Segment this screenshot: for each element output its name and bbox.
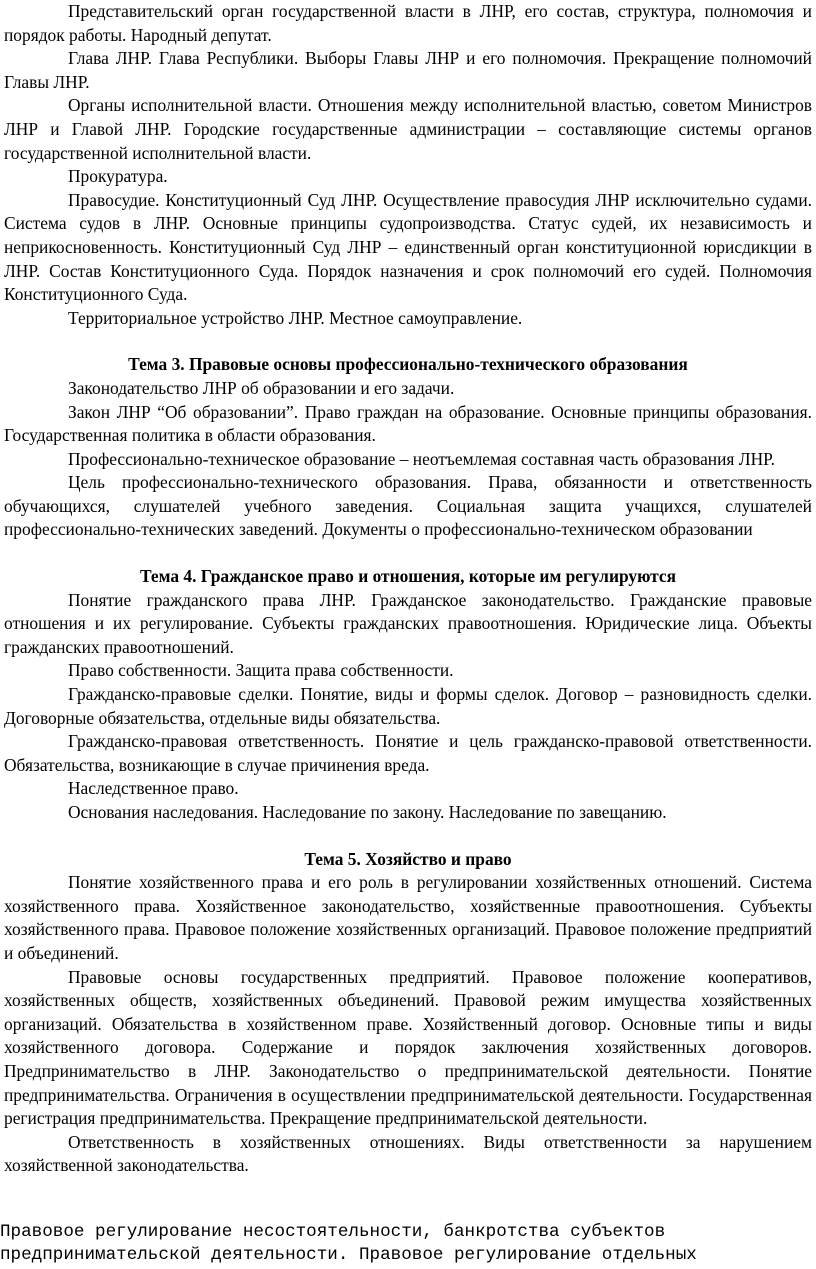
monospace-line: предпринимательской деятельности. Правовое регулирование отдельных bbox=[0, 1245, 697, 1265]
theme-3-heading: Тема 3. Правовые основы профессионально-технического образования bbox=[128, 354, 688, 375]
paragraph: Закон ЛНР “Об образовании”. Право граждан на образование. Основные принципы образования. Государственная политика в области образования. bbox=[4, 401, 812, 446]
paragraph: Глава ЛНР. Глава Республики. Выборы Главы ЛНР и его полномочия. Прекращение полномочий Главы ЛНР. bbox=[4, 48, 812, 92]
paragraph: Право собственности. Защита права собственности. bbox=[68, 660, 454, 681]
paragraph: Прокуратура. bbox=[68, 166, 168, 187]
paragraph: Правосудие. Конституционный Суд ЛНР. Осуществление правосудия ЛНР исключительно судами. Система судов в ЛНР. Основные принципы судопроизводства. Статус судей, их независимость и неприкосновенность. Конституционный Суд ЛНР – единственный орган конституционной юрисдикции в ЛНР. Состав Конституционного Суда. Порядок назначения и срок полномочий его судей. Полномочия Конституционного Суда. bbox=[4, 189, 812, 305]
paragraph: Понятие гражданского права ЛНР. Гражданское законодательство. Гражданские правовые отношения и их регулирование. Субъекты гражданских правоотношения. Юридические лица. Объекты гражданских правоотношений. bbox=[4, 589, 812, 657]
document-page bbox=[4, 0, 812, 1178]
paragraph: Основания наследования. Наследование по закону. Наследование по завещанию. bbox=[68, 802, 667, 822]
paragraph: Понятие хозяйственного права и его роль в регулировании хозяйственных отношений. Система хозяйственного права. Хозяйственное законодательство, хозяйственные правоотношения. Субъекты хозяйственного права. Правовое положение хозяйственных организаций. Правовое положение предприятий и объединений. bbox=[4, 872, 812, 963]
monospace-line: Правовое регулирование несостоятельности, банкротства субъектов bbox=[0, 1222, 666, 1242]
paragraph: Цель профессионально-технического образования. Права, обязанности и ответственность обучающихся, слушателей учебного заведения. Социальная защита учащихся, слушателей профессионально-технических заведений. Документы о профессионально-техническом образовании bbox=[4, 472, 812, 540]
paragraph: Территориальное устройство ЛНР. Местное самоуправление. bbox=[68, 307, 523, 328]
paragraph: Профессионально-техническое образование – неотъемлемая составная часть образования ЛНР. bbox=[68, 448, 775, 469]
theme-4-heading: Тема 4. Гражданское право и отношения, которые им регулируются bbox=[139, 566, 677, 587]
paragraph: Наследственное право. bbox=[68, 778, 239, 799]
paragraph: Ответственность в хозяйственных отношениях. Виды ответственности за нарушением хозяйственной законодательства. bbox=[4, 1131, 812, 1176]
paragraph: Органы исполнительной власти. Отношения между исполнительной властью, советом Министров ЛНР и Главой ЛНР. Городские государственные администрации – составляющие системы органов государственной исполнительной власти. bbox=[4, 95, 812, 163]
paragraph: Правовые основы государственных предприятий. Правовое положение кооперативов, хозяйственных обществ, хозяйственных объединений. Правовой режим имущества хозяйственных организаций. Обязательства в хозяйственном праве. Хозяйственный договор. Основные типы и виды хозяйственного договора. Содержание и порядок заключения хозяйственных договоров. Предпринимательство в ЛНР. Законодательство о предпринимательской деятельности. Понятие предпринимательства. Ограничения в осуществлении предпринимательской деятельности. Государственная регистрация предпринимательства. Прекращение предпринимательской деятельности. bbox=[4, 966, 812, 1129]
paragraph: Гражданско-правовые сделки. Понятие, виды и формы сделок. Договор – разновидность сделки. Договорные обязательства, отдельные виды обязательства. bbox=[4, 684, 812, 728]
paragraph: Представительский орган государственной власти в ЛНР, его состав, структура, полномочия и порядок работы. Народный депутат. bbox=[4, 1, 812, 45]
paragraph: Гражданско-правовая ответственность. Понятие и цель гражданско-правовой ответственности. Обязательства, возникающие в случае причинения вреда. bbox=[4, 731, 812, 775]
paragraph: Законодательство ЛНР об образовании и его задачи. bbox=[68, 377, 455, 398]
theme-5-heading: Тема 5. Хозяйство и право bbox=[304, 848, 512, 869]
